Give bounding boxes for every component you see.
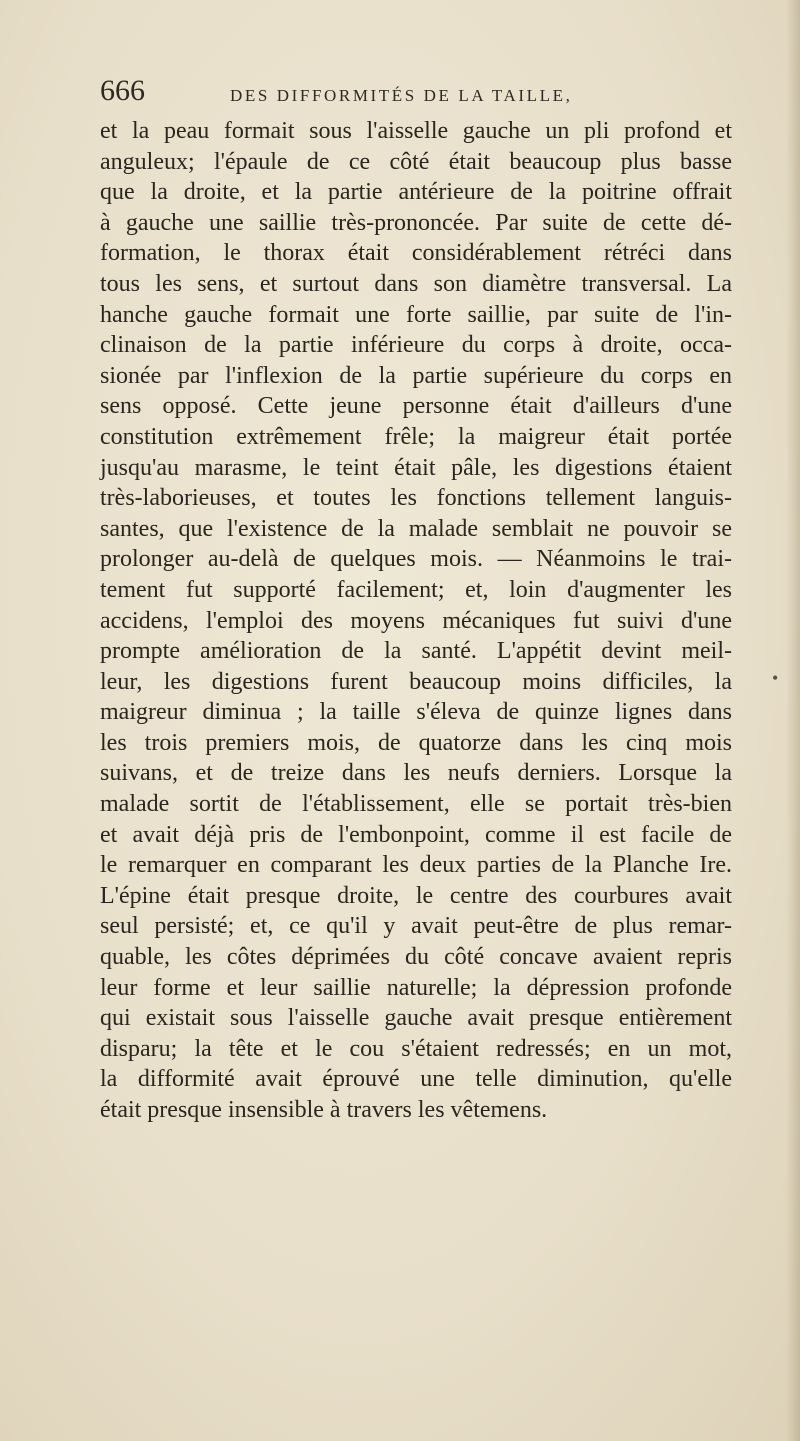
text-line: tous les sens, et surtout dans son diamètre transversal. La	[100, 270, 732, 297]
text-line: leur, les digestions furent beaucoup moins difficiles, la	[100, 668, 732, 695]
text-line: jusqu'au marasme, le teint était pâle, les digestions étaient	[100, 454, 732, 481]
text-line: et la peau formait sous l'aisselle gauche un pli profond et	[100, 118, 732, 144]
body-text	[100, 116, 732, 1126]
text-line: la difformité avait éprouvé une telle diminution, qu'elle	[100, 1066, 732, 1093]
text-line: sens opposé. Cette jeune personne était d'ailleurs d'une	[100, 393, 732, 420]
text-line: quable, les côtes déprimées du côté concave avaient repris	[100, 944, 732, 971]
text-line: L'épine était presque droite, le centre des courbures avait	[100, 882, 732, 909]
page-number: 666	[100, 74, 145, 107]
text-line: qui existait sous l'aisselle gauche avait presque entièrement	[100, 1005, 732, 1032]
text-line: prolonger au-delà de quelques mois. — Néanmoins le trai-	[100, 546, 732, 573]
text-line: le remarquer en comparant les deux parties de la Planche Ire.	[100, 852, 732, 879]
text-line: était presque insensible à travers les vêtemens.	[100, 1097, 548, 1123]
text-line: malade sortit de l'établissement, elle se portait très-bien	[100, 791, 732, 818]
page-edge-shadow	[786, 0, 800, 1441]
text-line: formation, le thorax était considérablement rétréci dans	[100, 240, 732, 267]
text-line: constitution extrêmement frêle; la maigreur était portée	[100, 423, 732, 450]
text-line: très-laborieuses, et toutes les fonctions tellement languis-	[100, 485, 732, 512]
text-line: disparu; la tête et le cou s'étaient redressés; en un mot,	[100, 1035, 732, 1062]
text-line: maigreur diminua ; la taille s'éleva de quinze lignes dans	[100, 699, 732, 726]
margin-dot: •	[772, 668, 779, 688]
text-line: prompte amélioration de la santé. L'appétit devint meil-	[100, 638, 732, 665]
text-line: anguleux; l'épaule de ce côté était beaucoup plus basse	[100, 148, 732, 175]
text-line: sionée par l'inflexion de la partie supérieure du corps en	[100, 362, 732, 389]
page-header	[100, 70, 720, 110]
text-line: suivans, et de treize dans les neufs derniers. Lorsque la	[100, 760, 732, 787]
text-line: et avait déjà pris de l'embonpoint, comme il est facile de	[100, 821, 732, 848]
text-line: à gauche une saillie très-prononcée. Par suite de cette dé-	[100, 209, 732, 236]
text-line: tement fut supporté facilement; et, loin d'augmenter les	[100, 576, 732, 603]
running-title: DES DIFFORMITÉS DE LA TAILLE,	[230, 86, 573, 105]
text-line: seul persisté; et, ce qu'il y avait peut-être de plus remar-	[100, 913, 732, 940]
text-line: hanche gauche formait une forte saillie, par suite de l'in-	[100, 301, 732, 328]
text-line: leur forme et leur saillie naturelle; la dépression profonde	[100, 974, 732, 1001]
text-line: santes, que l'existence de la malade semblait ne pouvoir se	[100, 515, 732, 542]
text-line: les trois premiers mois, de quatorze dans les cinq mois	[100, 729, 732, 756]
text-line: accidens, l'emploi des moyens mécaniques fut suivi d'une	[100, 607, 732, 634]
text-line: que la droite, et la partie antérieure de la poitrine offrait	[100, 179, 732, 206]
text-line: clinaison de la partie inférieure du corps à droite, occa-	[100, 332, 732, 359]
